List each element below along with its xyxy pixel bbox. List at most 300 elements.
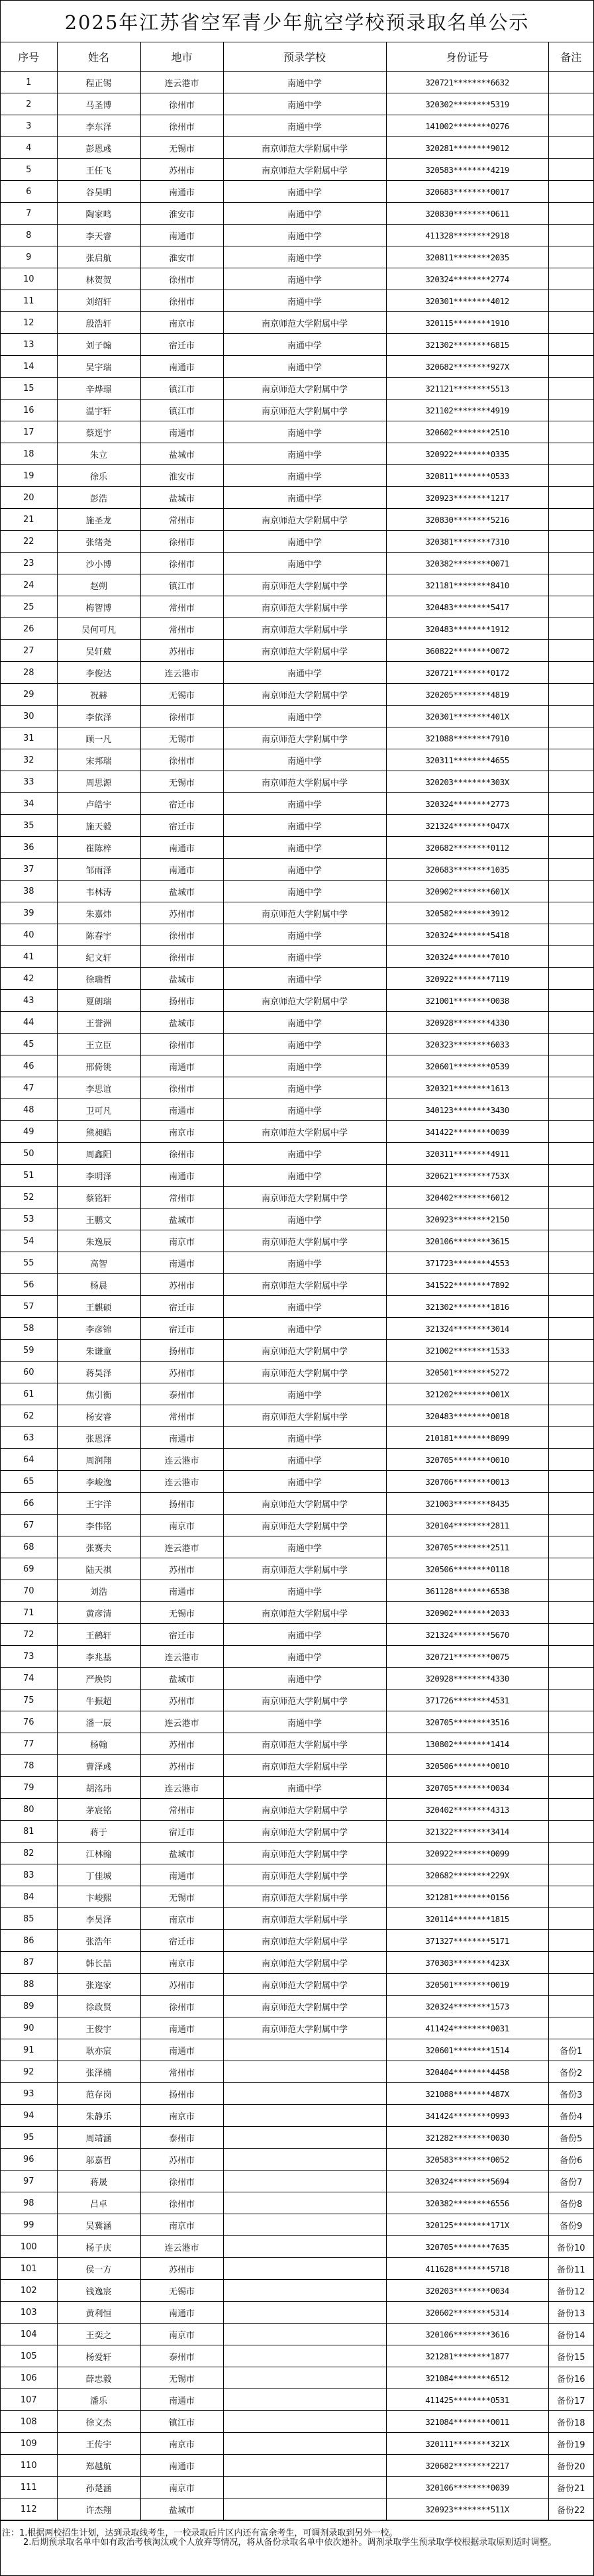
cell-name: 许杰翔: [57, 2498, 140, 2520]
cell-city: 常州市: [140, 618, 223, 640]
table-row: [1, 968, 593, 990]
cell-serial: 57: [1, 1296, 57, 1318]
cell-serial: 22: [1, 531, 57, 553]
table-row: [1, 1165, 593, 1187]
cell-city: 扬州市: [140, 990, 223, 1012]
cell-city: 镇江市: [140, 2411, 223, 2433]
cell-name: 李俊达: [57, 662, 140, 684]
cell-remark: [548, 684, 593, 706]
cell-serial: 110: [1, 2455, 57, 2477]
cell-id-number: 320205********4819: [386, 684, 548, 706]
cell-remark: [548, 1230, 593, 1252]
cell-id-number: 371723********4553: [386, 1252, 548, 1274]
cell-name: 蔡铭轩: [57, 1187, 140, 1208]
cell-remark: [548, 1755, 593, 1777]
table-row: [1, 924, 593, 946]
table-row: [1, 2149, 593, 2171]
cell-city: 南京市: [140, 1515, 223, 1536]
cell-remark: [548, 1668, 593, 1690]
cell-name: 刘浩: [57, 1580, 140, 1602]
cell-remark: [548, 72, 593, 93]
cell-name: 王俊宇: [57, 2017, 140, 2039]
header-remark: 备注: [548, 42, 593, 72]
cell-remark: [548, 1143, 593, 1165]
cell-school: 南京师范大学附属中学: [223, 574, 386, 596]
cell-remark: [548, 1930, 593, 1952]
cell-id-number: 320301********401X: [386, 706, 548, 727]
header-city: 地市: [140, 42, 223, 72]
cell-serial: 63: [1, 1427, 57, 1449]
table-row: [1, 2127, 593, 2149]
cell-school: [223, 2083, 386, 2105]
table-row: [1, 1012, 593, 1034]
cell-name: 彭浩: [57, 487, 140, 509]
cell-city: 连云港市: [140, 1536, 223, 1558]
cell-city: 苏州市: [140, 2149, 223, 2171]
cell-serial: 17: [1, 421, 57, 443]
cell-id-number: 320324********1573: [386, 1996, 548, 2017]
cell-remark: 备份17: [548, 2389, 593, 2411]
cell-serial: 16: [1, 400, 57, 421]
cell-id-number: 321324********3014: [386, 1318, 548, 1340]
cell-city: 南京市: [140, 2105, 223, 2127]
table-row: [1, 1318, 593, 1340]
cell-name: 刘子翰: [57, 334, 140, 356]
table-row: [1, 312, 593, 334]
cell-city: 泰州市: [140, 2127, 223, 2149]
cell-name: 李思谊: [57, 1077, 140, 1099]
cell-serial: 70: [1, 1580, 57, 1602]
cell-school: 南京师范大学附属中学: [223, 640, 386, 662]
cell-school: [223, 2498, 386, 2520]
cell-remark: [548, 421, 593, 443]
cell-name: 张启航: [57, 246, 140, 268]
cell-id-number: 320922********0335: [386, 443, 548, 465]
table-row: [1, 793, 593, 815]
cell-serial: 46: [1, 1055, 57, 1077]
cell-city: 南通市: [140, 225, 223, 246]
cell-id-number: 320705********0010: [386, 1449, 548, 1471]
table-row: [1, 1405, 593, 1427]
cell-name: 邢倚铫: [57, 1055, 140, 1077]
cell-city: 南通市: [140, 2455, 223, 2477]
cell-serial: 90: [1, 2017, 57, 2039]
cell-id-number: 320115********1910: [386, 312, 548, 334]
cell-id-number: 320501********5272: [386, 1362, 548, 1383]
cell-name: 杨爱轩: [57, 2345, 140, 2367]
cell-school: [223, 2236, 386, 2258]
cell-school: 南京师范大学附属中学: [223, 1187, 386, 1208]
cell-remark: [548, 334, 593, 356]
cell-city: 徐州市: [140, 749, 223, 771]
cell-school: 南通中学: [223, 487, 386, 509]
cell-serial: 54: [1, 1230, 57, 1252]
cell-id-number: 320683********1035: [386, 859, 548, 881]
cell-school: 南京师范大学附属中学: [223, 1952, 386, 1974]
cell-serial: 72: [1, 1624, 57, 1646]
header-serial: 序号: [1, 42, 57, 72]
cell-serial: 95: [1, 2127, 57, 2149]
cell-remark: [548, 268, 593, 290]
cell-remark: [548, 749, 593, 771]
cell-serial: 1: [1, 72, 57, 93]
cell-remark: [548, 1362, 593, 1383]
cell-school: 南通中学: [223, 924, 386, 946]
cell-school: 南通中学: [223, 553, 386, 574]
table-row: [1, 2367, 593, 2389]
cell-school: [223, 2302, 386, 2324]
cell-serial: 29: [1, 684, 57, 706]
cell-serial: 51: [1, 1165, 57, 1187]
cell-id-number: 320705********7635: [386, 2236, 548, 2258]
table-row: [1, 859, 593, 881]
table-header-row: [1, 42, 593, 72]
table-row: [1, 2258, 593, 2280]
cell-city: 淮安市: [140, 465, 223, 487]
cell-school: 南通中学: [223, 334, 386, 356]
table-row: [1, 509, 593, 531]
cell-name: 蒋晟: [57, 2171, 140, 2192]
cell-id-number: 321102********4919: [386, 400, 548, 421]
cell-id-number: 141002********0276: [386, 115, 548, 137]
cell-name: 张泽楠: [57, 2061, 140, 2083]
cell-name: 耿亦宸: [57, 2039, 140, 2061]
cell-name: 丁佳城: [57, 1864, 140, 1886]
cell-remark: [548, 1449, 593, 1471]
cell-city: 扬州市: [140, 2083, 223, 2105]
cell-id-number: 320483********5417: [386, 596, 548, 618]
cell-id-number: 320106********0039: [386, 2477, 548, 2498]
cell-id-number: 321324********5670: [386, 1624, 548, 1646]
table-row: [1, 2477, 593, 2498]
cell-name: 刘绍轩: [57, 290, 140, 312]
cell-id-number: 320601********1514: [386, 2039, 548, 2061]
cell-serial: 21: [1, 509, 57, 531]
cell-school: [223, 2324, 386, 2345]
table-row: [1, 1230, 593, 1252]
cell-name: 李东泽: [57, 115, 140, 137]
table-row: [1, 1055, 593, 1077]
cell-city: 南京市: [140, 1908, 223, 1930]
cell-serial: 23: [1, 553, 57, 574]
cell-name: 蒋于: [57, 1821, 140, 1843]
cell-id-number: 411628********5718: [386, 2258, 548, 2280]
cell-serial: 82: [1, 1843, 57, 1864]
cell-id-number: 320506********0010: [386, 1755, 548, 1777]
cell-name: 李明泽: [57, 1165, 140, 1187]
header-id-number: 身份证号: [386, 42, 548, 72]
cell-school: [223, 2280, 386, 2302]
cell-name: 周润翔: [57, 1449, 140, 1471]
cell-city: 南通市: [140, 1099, 223, 1121]
table-row: [1, 881, 593, 902]
cell-id-number: 320705********3516: [386, 1711, 548, 1733]
cell-remark: 备份10: [548, 2236, 593, 2258]
cell-name: 孙楚涵: [57, 2477, 140, 2498]
cell-remark: [548, 946, 593, 968]
cell-serial: 6: [1, 181, 57, 203]
header-name: 姓名: [57, 42, 140, 72]
cell-remark: 备份7: [548, 2171, 593, 2192]
notes: [1, 2520, 593, 2575]
cell-city: 南通市: [140, 2389, 223, 2411]
cell-remark: [548, 618, 593, 640]
cell-serial: 30: [1, 706, 57, 727]
table-row: [1, 749, 593, 771]
cell-city: 宿迁市: [140, 1296, 223, 1318]
cell-remark: [548, 859, 593, 881]
cell-id-number: 320114********1815: [386, 1908, 548, 1930]
cell-school: 南通中学: [223, 115, 386, 137]
cell-remark: [548, 640, 593, 662]
cell-city: 盐城市: [140, 1668, 223, 1690]
cell-id-number: 320321********1613: [386, 1077, 548, 1099]
cell-name: 王鹤轩: [57, 1624, 140, 1646]
cell-id-number: 321324********047X: [386, 815, 548, 837]
cell-school: 南通中学: [223, 706, 386, 727]
table-row: [1, 225, 593, 246]
table-row: [1, 2017, 593, 2039]
cell-serial: 106: [1, 2367, 57, 2389]
cell-city: 镇江市: [140, 378, 223, 400]
cell-city: 淮安市: [140, 246, 223, 268]
cell-remark: [548, 225, 593, 246]
table-row: [1, 640, 593, 662]
table-row: [1, 1646, 593, 1668]
cell-id-number: 320203********0034: [386, 2280, 548, 2302]
cell-school: 南通中学: [223, 1383, 386, 1405]
cell-id-number: 321001********0038: [386, 990, 548, 1012]
cell-city: 扬州市: [140, 1493, 223, 1515]
cell-serial: 105: [1, 2345, 57, 2367]
table-row: [1, 268, 593, 290]
cell-school: 南通中学: [223, 1471, 386, 1493]
cell-serial: 98: [1, 2192, 57, 2214]
cell-school: 南通中学: [223, 1580, 386, 1602]
table-row: [1, 2433, 593, 2455]
cell-city: 无锡市: [140, 2280, 223, 2302]
table-row: [1, 1930, 593, 1952]
cell-remark: [548, 181, 593, 203]
cell-serial: 12: [1, 312, 57, 334]
cell-name: 黄利恒: [57, 2302, 140, 2324]
cell-name: 卞峻熙: [57, 1886, 140, 1908]
cell-school: 南京师范大学附属中学: [223, 1908, 386, 1930]
cell-id-number: 320721********6632: [386, 72, 548, 93]
cell-remark: [548, 1952, 593, 1974]
cell-name: 熊昶皓: [57, 1121, 140, 1143]
cell-school: 南京师范大学附属中学: [223, 1690, 386, 1711]
cell-serial: 8: [1, 225, 57, 246]
cell-city: 常州市: [140, 1187, 223, 1208]
cell-serial: 107: [1, 2389, 57, 2411]
cell-school: 南京师范大学附属中学: [223, 2017, 386, 2039]
cell-remark: [548, 1099, 593, 1121]
cell-city: 南通市: [140, 1427, 223, 1449]
table-row: [1, 2280, 593, 2302]
cell-name: 邬嘉哲: [57, 2149, 140, 2171]
cell-school: 南京师范大学附属中学: [223, 1230, 386, 1252]
table-row: [1, 662, 593, 684]
cell-serial: 28: [1, 662, 57, 684]
cell-name: 陆天祺: [57, 1558, 140, 1580]
table-row: [1, 1034, 593, 1055]
cell-school: 南京师范大学附属中学: [223, 378, 386, 400]
cell-school: [223, 2127, 386, 2149]
cell-name: 崔陈梓: [57, 837, 140, 859]
cell-school: 南通中学: [223, 662, 386, 684]
cell-remark: [548, 137, 593, 159]
cell-city: 南通市: [140, 1252, 223, 1274]
table-row: [1, 1624, 593, 1646]
cell-serial: 77: [1, 1733, 57, 1755]
cell-id-number: 320324********2773: [386, 793, 548, 815]
cell-remark: [548, 1558, 593, 1580]
cell-city: 南通市: [140, 2302, 223, 2324]
cell-remark: [548, 968, 593, 990]
cell-name: 高智: [57, 1252, 140, 1274]
cell-school: [223, 2192, 386, 2214]
table-row: [1, 137, 593, 159]
cell-serial: 34: [1, 793, 57, 815]
cell-id-number: 320922********0099: [386, 1843, 548, 1864]
cell-id-number: 321281********0156: [386, 1886, 548, 1908]
cell-school: 南通中学: [223, 203, 386, 225]
cell-city: 连云港市: [140, 1777, 223, 1799]
cell-school: [223, 2455, 386, 2477]
cell-city: 南通市: [140, 1580, 223, 1602]
cell-school: 南京师范大学附属中学: [223, 1843, 386, 1864]
cell-name: 周鑫阳: [57, 1143, 140, 1165]
note-2: 2.后期预录取名单中如有政治考核淘汰或个人放弃等情况，将从备份录取名单中依次递补。调剂录取学生预录取学校根据录取原则适时调整。: [23, 2538, 557, 2548]
cell-name: 朱嘉炜: [57, 902, 140, 924]
cell-school: 南通中学: [223, 859, 386, 881]
cell-serial: 3: [1, 115, 57, 137]
cell-name: 朱谦童: [57, 1340, 140, 1362]
cell-school: 南通中学: [223, 793, 386, 815]
cell-remark: [548, 1646, 593, 1668]
table-row: [1, 596, 593, 618]
cell-remark: [548, 815, 593, 837]
cell-school: 南通中学: [223, 837, 386, 859]
cell-remark: [548, 1252, 593, 1274]
table-row: [1, 1755, 593, 1777]
cell-name: 杨安睿: [57, 1405, 140, 1427]
cell-city: 南京市: [140, 1121, 223, 1143]
cell-school: [223, 2105, 386, 2127]
cell-school: 南京师范大学附属中学: [223, 1340, 386, 1362]
cell-id-number: 320682********229X: [386, 1864, 548, 1886]
cell-city: 苏州市: [140, 640, 223, 662]
cell-remark: [548, 1208, 593, 1230]
cell-id-number: 321202********001X: [386, 1383, 548, 1405]
cell-name: 陶家鸣: [57, 203, 140, 225]
cell-serial: 5: [1, 159, 57, 181]
cell-school: 南京师范大学附属中学: [223, 596, 386, 618]
cell-remark: [548, 290, 593, 312]
table-row: [1, 1493, 593, 1515]
cell-school: 南京师范大学附属中学: [223, 137, 386, 159]
cell-name: 潘一辰: [57, 1711, 140, 1733]
table-row: [1, 1602, 593, 1624]
cell-city: 苏州市: [140, 1974, 223, 1996]
cell-remark: [548, 662, 593, 684]
cell-remark: [548, 837, 593, 859]
cell-remark: [548, 553, 593, 574]
cell-id-number: 320104********2811: [386, 1515, 548, 1536]
cell-city: 宿迁市: [140, 334, 223, 356]
cell-city: 连云港市: [140, 1471, 223, 1493]
cell-serial: 79: [1, 1777, 57, 1799]
cell-school: 南京师范大学附属中学: [223, 1821, 386, 1843]
cell-remark: [548, 1405, 593, 1427]
cell-school: 南京师范大学附属中学: [223, 1515, 386, 1536]
table-row: [1, 531, 593, 553]
cell-city: 苏州市: [140, 1558, 223, 1580]
cell-name: 彭恩彧: [57, 137, 140, 159]
cell-remark: [548, 1121, 593, 1143]
cell-id-number: 321088********7910: [386, 727, 548, 749]
cell-remark: [548, 1318, 593, 1340]
cell-id-number: 320583********4219: [386, 159, 548, 181]
cell-serial: 71: [1, 1602, 57, 1624]
cell-remark: 备份18: [548, 2411, 593, 2433]
cell-name: 胡洺玮: [57, 1777, 140, 1799]
cell-id-number: 320324********5418: [386, 924, 548, 946]
cell-city: 南京市: [140, 2324, 223, 2345]
cell-remark: [548, 727, 593, 749]
cell-serial: 50: [1, 1143, 57, 1165]
cell-id-number: 320382********0071: [386, 553, 548, 574]
cell-school: [223, 2149, 386, 2171]
cell-name: 李彦锦: [57, 1318, 140, 1340]
cell-name: 卢皓宇: [57, 793, 140, 815]
cell-serial: 55: [1, 1252, 57, 1274]
cell-id-number: 320125********171X: [386, 2214, 548, 2236]
table-row: [1, 487, 593, 509]
cell-serial: 59: [1, 1340, 57, 1362]
cell-remark: 备份4: [548, 2105, 593, 2127]
cell-remark: [548, 509, 593, 531]
cell-school: 南通中学: [223, 1318, 386, 1340]
page-title: 2025年江苏省空军青少年航空学校预录取名单公示: [1, 1, 593, 42]
cell-school: 南京师范大学附属中学: [223, 990, 386, 1012]
admission-table: [1, 42, 593, 2520]
cell-serial: 62: [1, 1405, 57, 1427]
cell-school: 南京师范大学附属中学: [223, 1121, 386, 1143]
cell-name: 李兆基: [57, 1646, 140, 1668]
cell-remark: [548, 531, 593, 553]
cell-school: 南通中学: [223, 1208, 386, 1230]
cell-serial: 56: [1, 1274, 57, 1296]
cell-city: 苏州市: [140, 1362, 223, 1383]
cell-school: 南通中学: [223, 1624, 386, 1646]
table-row: [1, 93, 593, 115]
cell-city: 徐州市: [140, 2171, 223, 2192]
table-row: [1, 1471, 593, 1493]
cell-school: 南京师范大学附属中学: [223, 1362, 386, 1383]
cell-id-number: 320381********7310: [386, 531, 548, 553]
cell-serial: 112: [1, 2498, 57, 2520]
cell-serial: 109: [1, 2433, 57, 2455]
cell-school: 南京师范大学附属中学: [223, 1974, 386, 1996]
cell-id-number: 320923********1217: [386, 487, 548, 509]
cell-city: 常州市: [140, 2061, 223, 2083]
cell-school: 南通中学: [223, 268, 386, 290]
cell-remark: 备份6: [548, 2149, 593, 2171]
cell-id-number: 320111********321X: [386, 2433, 548, 2455]
cell-name: 王任飞: [57, 159, 140, 181]
